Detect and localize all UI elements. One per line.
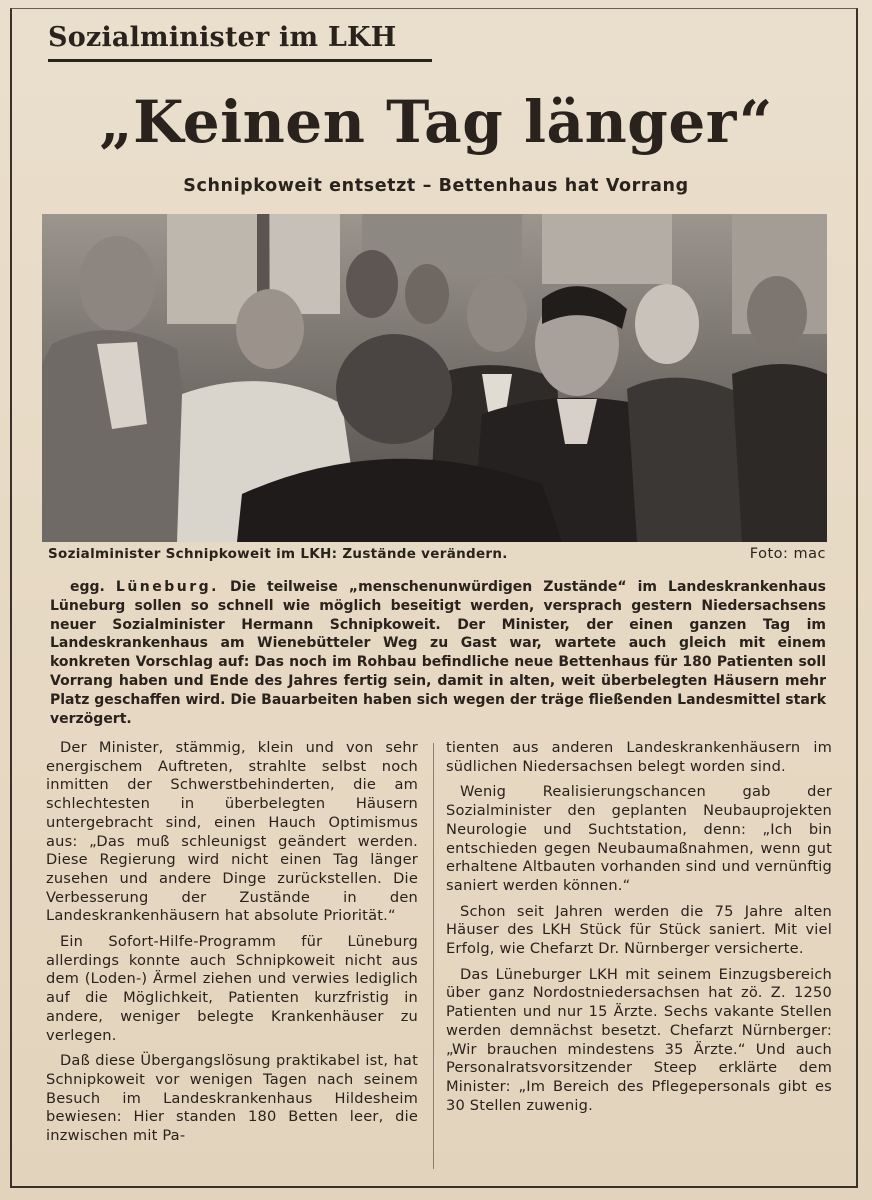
body-paragraph: tienten aus anderen Landeskrankenhäusern im südlichen Niedersachsen belegt worden sind. (446, 739, 832, 775)
column-divider (433, 743, 434, 1169)
news-photo (42, 214, 827, 542)
column-left (46, 739, 418, 1153)
photo-illustration (42, 214, 827, 542)
lead-place: Lüneburg. (115, 579, 219, 595)
subheadline: Schnipkoweit entsetzt – Bettenhaus hat Vorrang (183, 176, 689, 196)
body-paragraph: Der Minister, stämmig, klein und von sehr energischem Auftreten, strahlte selbst noch inmitten der Schwerstbehinderten, die am schlechtesten in überbelegten Häusern untergebracht sind, einen Hauch Optimismus aus: „Das muß schleunigst geändert werden. Diese Regierung wird nicht einen Tag länger zusehen und andere Dinge zurückstellen. Die Verbesserung der Zustände in den Landeskrankenhäusern hat absolute Priorität.“ (46, 739, 418, 925)
photo-caption: Sozialminister Schnipkoweit im LKH: Zustände verändern. (48, 546, 508, 562)
lead-text: Die teilweise „menschenunwürdigen Zustände“ im Landeskrankenhaus Lüneburg sollen so schnell wie möglich beseitigt werden, versprach gestern Niedersachsens neuer Sozialminister Hermann Schnipkoweit. Der Minister, der einen ganzen Tag im Landeskrankenhaus am Wienebütteler Weg zu Gast war, wartete auch gleich mit einem konkreten Vorschlag auf: Das noch im Rohbau befindliche neue Bettenhaus für 180 Patienten soll Vorrang haben und Ende des Jahres fertig sein, damit in alten, weit überbelegten Häusern mehr Platz geschaffen wird. Die Bauarbeiten haben sich wegen der träge fließenden Landesmittel stark verzögert. (50, 579, 826, 727)
lead-paragraph (50, 578, 826, 728)
lead-prefix: egg. (70, 579, 116, 595)
body-paragraph: Schon seit Jahren werden die 75 Jahre alten Häuser des LKH Stück für Stück saniert. Mit viel Erfolg, wie Chefarzt Dr. Nürnberger versicherte. (446, 902, 832, 958)
column-right (446, 739, 832, 1122)
body-paragraph: Ein Sofort-Hilfe-Programm für Lüneburg allerdings konnte auch Schnipkoweit nicht aus dem (Loden-) Ärmel ziehen und verwies lediglich auf die Möglichkeit, Patienten kurzfristig in andere, weniger belegte Krankenhäuser zu verlegen. (46, 933, 418, 1044)
body-paragraph: Das Lüneburger LKH mit seinem Einzugsbereich über ganz Nordostniedersachsen hat zö. Z. 1250 Patienten und nur 15 Ärzte. Sechs vakante Stellen werden demnächst besetzt. Chefarzt Nürnberger: „Wir brauchen mindestens 35 Ärzte.“ Und auch Personalratsvorsitzender Steep erklärte dem Minister: „Im Bereich des Pflegepersonals gibt es 30 Stellen zuwenig. (446, 965, 832, 1114)
kicker-line: Sozialminister im LKH (48, 22, 432, 62)
headline: „Keinen Tag länger“ (99, 88, 773, 156)
body-paragraph: Wenig Realisierungschancen gab der Sozialminister den geplanten Neubauprojekten Neurologie und Suchtstation, denn: „Ich bin entschieden gegen Neubaumaßnahmen, wenn gut erhaltene Altbauten vorhanden sind und vernünftig saniert werden können.“ (446, 783, 832, 894)
photo-credit: Foto: mac (749, 546, 826, 562)
body-paragraph: Daß diese Übergangslösung praktikabel ist, hat Schnipkoweit vor wenigen Tagen nach seinem Besuch im Landeskrankenhaus Hildesheim bewiesen: Hier standen 180 Betten leer, die inzwischen mit Pa- (46, 1052, 418, 1145)
